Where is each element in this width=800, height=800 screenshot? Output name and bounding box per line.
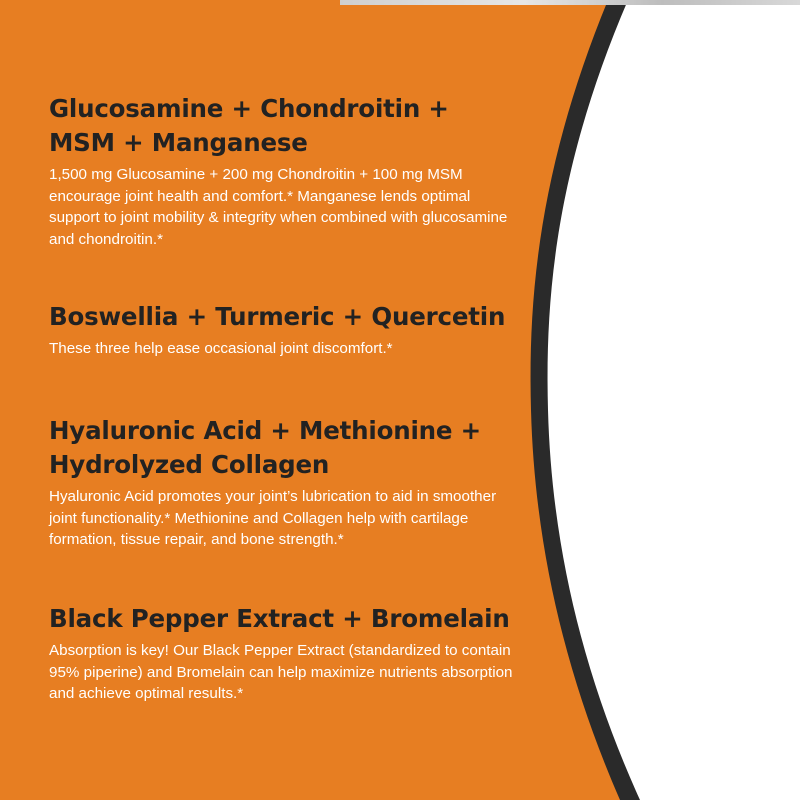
ingredient-section-boswellia [49,300,519,360]
ingredient-section-hyaluronic-acid [49,414,519,551]
ingredient-section-black-pepper [49,602,519,705]
heading-line-2: MSM + Manganese [49,128,308,157]
ingredient-section-glucosamine [49,92,519,250]
section-heading [49,92,519,160]
section-description: Absorption is key! Our Black Pepper Extract (standardized to contain 95% piperine) and Bromelain can help maximize nutrients absorption and achieve optimal results.* [49,642,513,702]
section-heading [49,414,519,482]
heading-line-1: Glucosamine + Chondroitin + [49,94,449,123]
heading-line-2: Hydrolyzed Collagen [49,450,330,479]
heading-line-1: Black Pepper Extract + Bromelain [49,604,510,633]
section-heading [49,300,519,334]
section-description: These three help ease occasional joint discomfort.* [49,340,393,357]
section-description: Hyaluronic Acid promotes your joint’s lubrication to aid in smoother joint functionality.* Methionine and Collagen help with cartilage formation, tissue repair, and bone strength.* [49,488,497,548]
top-photo-strip [340,0,800,5]
section-description: 1,500 mg Glucosamine + 200 mg Chondroitin + 100 mg MSM encourage joint health and comfort.* Manganese lends optimal support to joint mobility & integrity when combined with glucosamine and chondroitin.* [49,166,508,248]
section-heading [49,602,519,636]
heading-line-1: Boswellia + Turmeric + Quercetin [49,302,506,331]
heading-line-1: Hyaluronic Acid + Methionine + [49,416,481,445]
